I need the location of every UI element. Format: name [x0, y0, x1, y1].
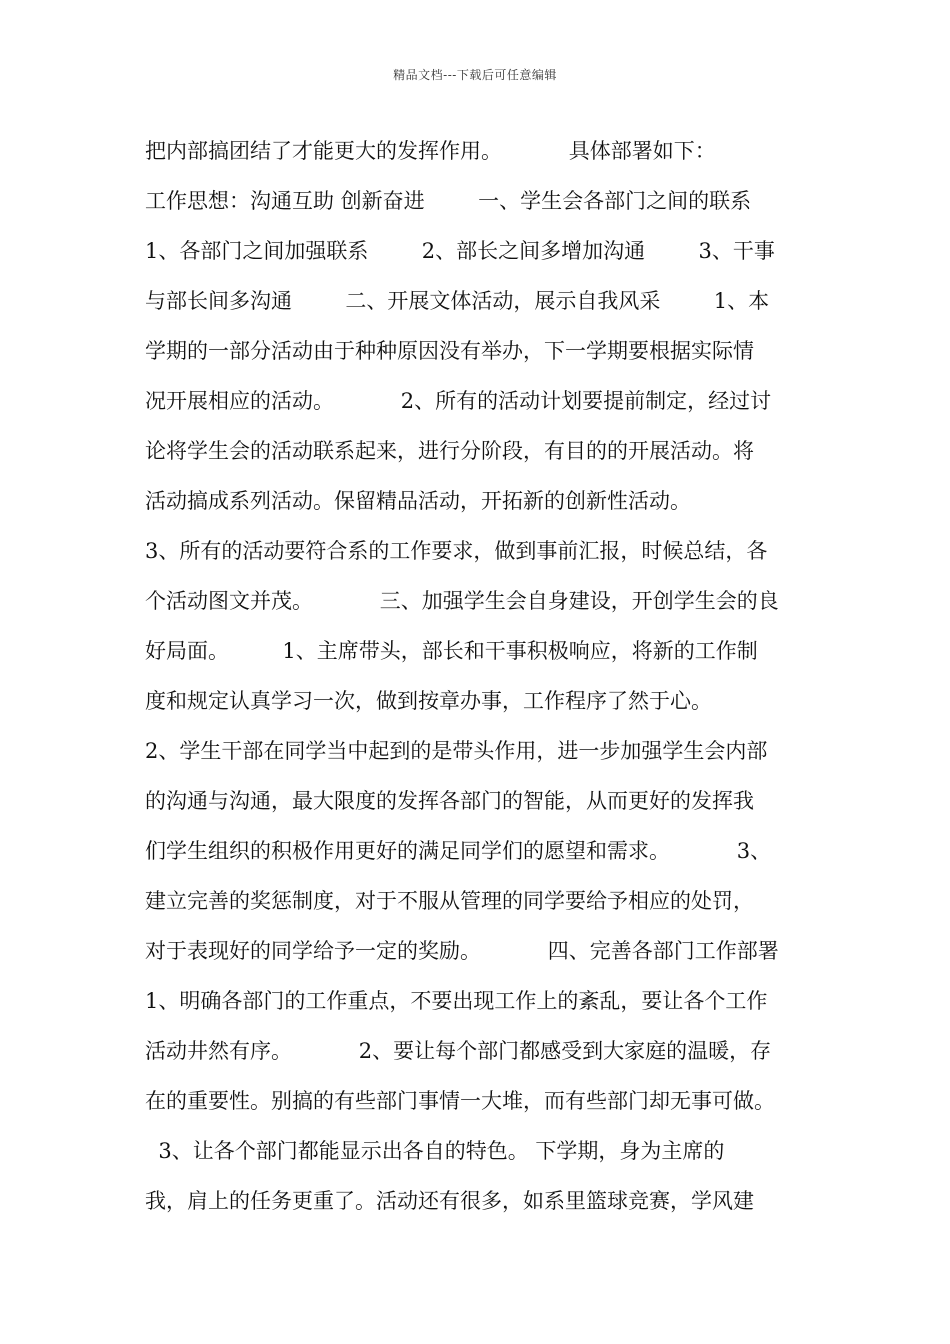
- body-line: 好局面。 1、主席带头，部长和干事积极响应，将新的工作制: [145, 639, 758, 663]
- body-line: 学期的一部分活动由于种种原因没有举办，下一学期要根据实际情: [145, 339, 754, 363]
- body-line: 活动井然有序。 2、要让每个部门都感受到大家庭的温暖，存: [145, 1039, 772, 1063]
- body-line: 3、让各个部门都能显示出各自的特色。 下学期，身为主席的: [145, 1139, 725, 1163]
- body-line: 1、各部门之间加强联系 2、部长之间多增加沟通 3、干事: [145, 239, 775, 263]
- body-line: 建立完善的奖惩制度，对于不服从管理的同学要给予相应的处罚，: [145, 889, 754, 913]
- body-line: 我，肩上的任务更重了。活动还有很多，如系里篮球竞赛，学风建: [145, 1189, 754, 1213]
- body-line: 工作思想：沟通互助 创新奋进 一、学生会各部门之间的联系: [145, 189, 752, 213]
- body-line: 度和规定认真学习一次，做到按章办事，工作程序了然于心。: [145, 689, 712, 713]
- body-line: 与部长间多沟通 二、开展文体活动，展示自我风采 1、本: [145, 289, 770, 313]
- body-text: [145, 126, 825, 1226]
- body-line: 们学生组织的积极作用更好的满足同学们的愿望和需求。 3、: [145, 839, 772, 863]
- body-line: 况开展相应的活动。 2、所有的活动计划要提前制定，经过讨: [145, 389, 772, 413]
- page-header: 精品文档---下载后可任意编辑: [393, 68, 557, 82]
- body-line: 的沟通与沟通，最大限度的发挥各部门的智能，从而更好的发挥我: [145, 789, 754, 813]
- body-line: 活动搞成系列活动。保留精品活动，开拓新的创新性活动。: [145, 489, 691, 513]
- body-line: 2、学生干部在同学当中起到的是带头作用，进一步加强学生会内部: [145, 739, 768, 763]
- body-line: 论将学生会的活动联系起来，进行分阶段，有目的的开展活动。将: [145, 439, 754, 463]
- body-line: 1、明确各部门的工作重点，不要出现工作上的紊乱，要让各个工作: [145, 989, 768, 1013]
- body-line: 把内部搞团结了才能更大的发挥作用。 具体部署如下：: [145, 139, 716, 163]
- body-line: 对于表现好的同学给予一定的奖励。 四、完善各部门工作部署: [145, 939, 779, 963]
- body-line: 个活动图文并茂。 三、加强学生会自身建设，开创学生会的良: [145, 589, 779, 613]
- body-line: 在的重要性。别搞的有些部门事情一大堆，而有些部门却无事可做。: [145, 1089, 775, 1113]
- body-line: 3、所有的活动要符合系的工作要求，做到事前汇报，时候总结，各: [145, 539, 768, 563]
